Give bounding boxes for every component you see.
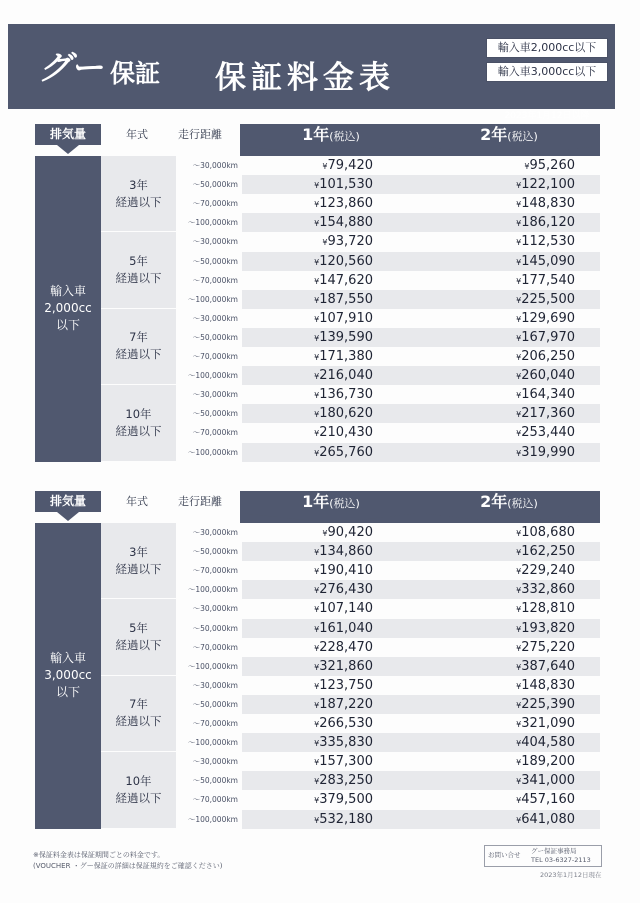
price-year2: ¥112,530 [516,234,575,250]
price-year1: ¥120,560 [314,253,373,269]
price-year2: ¥108,680 [516,525,575,540]
price-year2: ¥145,090 [516,253,575,269]
effective-date: 2023年1月12日以降 [504,111,590,121]
header-year1: 1年(税込) [240,491,422,523]
table-row [176,523,600,542]
price-year2: ¥225,500 [516,291,575,307]
table-row [176,252,600,271]
header-model-year: 年式 [126,128,148,141]
logo-subtitle: 保証 [110,59,161,88]
price-year1: ¥147,620 [314,272,373,288]
mileage-cell: ～100,000km [187,447,238,457]
table-header [35,124,600,156]
price-year2: ¥148,830 [516,677,575,693]
mileage-cell: ～100,000km [187,661,238,671]
price-year2: ¥162,250 [516,544,575,560]
table-row [176,347,600,366]
table-header [35,491,600,523]
model-year-group: 3年 経過以下 [101,156,176,231]
mileage-cell: ～100,000km [187,294,238,304]
table-row [176,542,600,561]
price-year2: ¥148,830 [516,196,575,212]
price-year2: ¥189,200 [516,754,575,770]
table-row [176,290,600,309]
price-year2: ¥641,080 [516,811,575,827]
displacement-category: 輸入車 3,000cc 以下 [35,523,101,829]
mileage-cell: ～100,000km [187,218,238,228]
table-row [176,790,600,809]
page-title: 保証料金表 [215,60,395,96]
mileage-cell: ～70,000km [192,428,238,438]
mileage-cell: ～30,000km [192,237,238,247]
table-row [176,619,600,638]
price-year1: ¥136,730 [314,387,373,403]
mileage-cell: ～70,000km [192,642,238,652]
price-year1: ¥265,760 [314,444,373,460]
mileage-cell: ～30,000km [192,680,238,690]
price-year2: ¥95,260 [524,158,575,173]
price-year1: ¥93,720 [322,234,373,250]
price-year1: ¥101,530 [314,177,373,193]
mileage-cell: ～100,000km [187,585,238,595]
price-year2: ¥128,810 [516,601,575,617]
mileage-cell: ～50,000km [192,180,238,190]
mileage-cell: ～50,000km [192,332,238,342]
price-year1: ¥161,040 [314,620,373,636]
price-year1: ¥228,470 [314,639,373,655]
table-row [176,328,600,347]
mileage-cell: ～30,000km [192,604,238,614]
table-row [176,404,600,423]
table-row [176,175,600,194]
price-year2: ¥206,250 [516,349,575,364]
header-mileage: 走行距離 [178,128,222,141]
mileage-cell: ～30,000km [192,313,238,323]
header-displacement: 排気量 [35,124,101,145]
price-year2: ¥319,990 [516,444,575,460]
price-year1: ¥90,420 [322,525,373,540]
header-year1: 1年(税込) [240,124,422,156]
note-3000cc: 輸入車3,000cc以下 [486,62,608,82]
table-row [176,561,600,580]
price-year2: ¥164,340 [516,387,575,403]
model-year-group: 5年 経過以下 [101,232,176,307]
table-row [176,714,600,733]
price-year1: ¥283,250 [314,773,373,789]
contact-info: グー保証事務局 TEL 03-6327-2113 [531,847,591,864]
mileage-cell: ～50,000km [192,409,238,419]
mileage-cell: ～50,000km [192,256,238,266]
price-table-1 [35,124,600,462]
model-year-group: 10年 経過以下 [101,752,176,827]
table-row [176,232,600,251]
price-year2: ¥404,580 [516,735,575,751]
model-year-group: 7年 経過以下 [101,676,176,751]
table-row [176,443,600,462]
mileage-cell: ～70,000km [192,795,238,805]
price-year1: ¥216,040 [314,368,373,384]
price-year2: ¥225,390 [516,696,575,712]
price-year1: ¥210,430 [314,425,373,441]
table-row [176,385,600,404]
price-year2: ¥186,120 [516,215,575,231]
mileage-cell: ～100,000km [187,371,238,381]
price-year1: ¥180,620 [314,406,373,422]
table-row [176,676,600,695]
table-row [176,194,600,213]
header-mileage: 走行距離 [178,495,222,508]
price-year2: ¥387,640 [516,658,575,674]
table-row [176,810,600,829]
price-year2: ¥253,440 [516,425,575,441]
table-row [176,309,600,328]
price-year2: ¥275,220 [516,639,575,655]
table-row [176,752,600,771]
footnote: ※保証料金表は保証期間ごとの料金です。 (VOUCHER ・グー保証の詳細は保証規約をご確認ください) [33,851,223,870]
model-year-group: 10年 経過以下 [101,385,176,460]
price-year2: ¥177,540 [516,272,575,288]
model-year-group: 7年 経過以下 [101,309,176,384]
price-year2: ¥193,820 [516,620,575,636]
price-year1: ¥107,140 [314,601,373,617]
price-year1: ¥190,410 [314,563,373,579]
price-year2: ¥229,240 [516,563,575,579]
price-year1: ¥154,880 [314,215,373,231]
mileage-cell: ～30,000km [192,390,238,400]
header-arrow [57,145,79,154]
mileage-cell: ～70,000km [192,352,238,361]
price-year1: ¥171,380 [314,349,373,364]
price-year2: ¥217,360 [516,406,575,422]
table-row [176,366,600,385]
price-year1: ¥335,830 [314,735,373,751]
price-year2: ¥341,000 [516,773,575,789]
price-table-2 [35,491,600,829]
price-year1: ¥123,860 [314,196,373,212]
price-year1: ¥266,530 [314,716,373,731]
mileage-cell: ～70,000km [192,566,238,576]
mileage-cell: ～100,000km [187,814,238,824]
price-year1: ¥532,180 [314,811,373,827]
price-year2: ¥129,690 [516,310,575,326]
price-year1: ¥187,550 [314,291,373,307]
mileage-cell: ～30,000km [192,757,238,767]
table-row [176,771,600,790]
mileage-cell: ～70,000km [192,719,238,728]
note-2000cc: 輸入車2,000cc以下 [486,38,608,58]
mileage-cell: ～50,000km [192,547,238,557]
price-year1: ¥123,750 [314,677,373,693]
header-model-year: 年式 [126,495,148,508]
mileage-cell: ～70,000km [192,199,238,209]
header-arrow [57,512,79,521]
model-year-group: 5年 経過以下 [101,599,176,674]
price-year2: ¥321,090 [516,716,575,731]
table-row [176,638,600,657]
table-row [176,599,600,618]
mileage-cell: ～50,000km [192,699,238,709]
table-row [176,657,600,676]
price-year1: ¥157,300 [314,754,373,770]
header-year2: 2年(税込) [418,124,600,156]
mileage-cell: ～50,000km [192,623,238,633]
table-row [176,695,600,714]
table-row [176,213,600,232]
displacement-category: 輸入車 2,000cc 以下 [35,156,101,462]
table-row [176,580,600,599]
price-year2: ¥332,860 [516,582,575,598]
mileage-cell: ～50,000km [192,776,238,786]
contact-label: お問い合せ [488,851,521,859]
price-year2: ¥122,100 [516,177,575,193]
price-year2: ¥457,160 [516,792,575,808]
price-year1: ¥379,500 [314,792,373,808]
mileage-cell: ～70,000km [192,275,238,285]
goo-logo: グー [38,48,102,87]
table-row [176,733,600,752]
page-header [8,24,615,121]
price-year1: ¥134,860 [314,544,373,560]
price-year1: ¥107,910 [314,310,373,326]
contact-box [484,845,602,867]
print-date: 2023年1月12日現在 [540,871,602,879]
header-year2: 2年(税込) [418,491,600,523]
price-year2: ¥167,970 [516,329,575,345]
price-year1: ¥139,590 [314,329,373,345]
price-year1: ¥321,860 [314,658,373,674]
mileage-cell: ～30,000km [192,161,238,170]
mileage-cell: ～30,000km [192,528,238,537]
model-year-group: 3年 経過以下 [101,523,176,598]
price-year2: ¥260,040 [516,368,575,384]
table-row [176,271,600,290]
price-year1: ¥187,220 [314,696,373,712]
table-row [176,156,600,175]
price-year1: ¥276,430 [314,582,373,598]
table-row [176,423,600,442]
header-displacement: 排気量 [35,491,101,512]
mileage-cell: ～100,000km [187,738,238,748]
price-year1: ¥79,420 [322,158,373,173]
